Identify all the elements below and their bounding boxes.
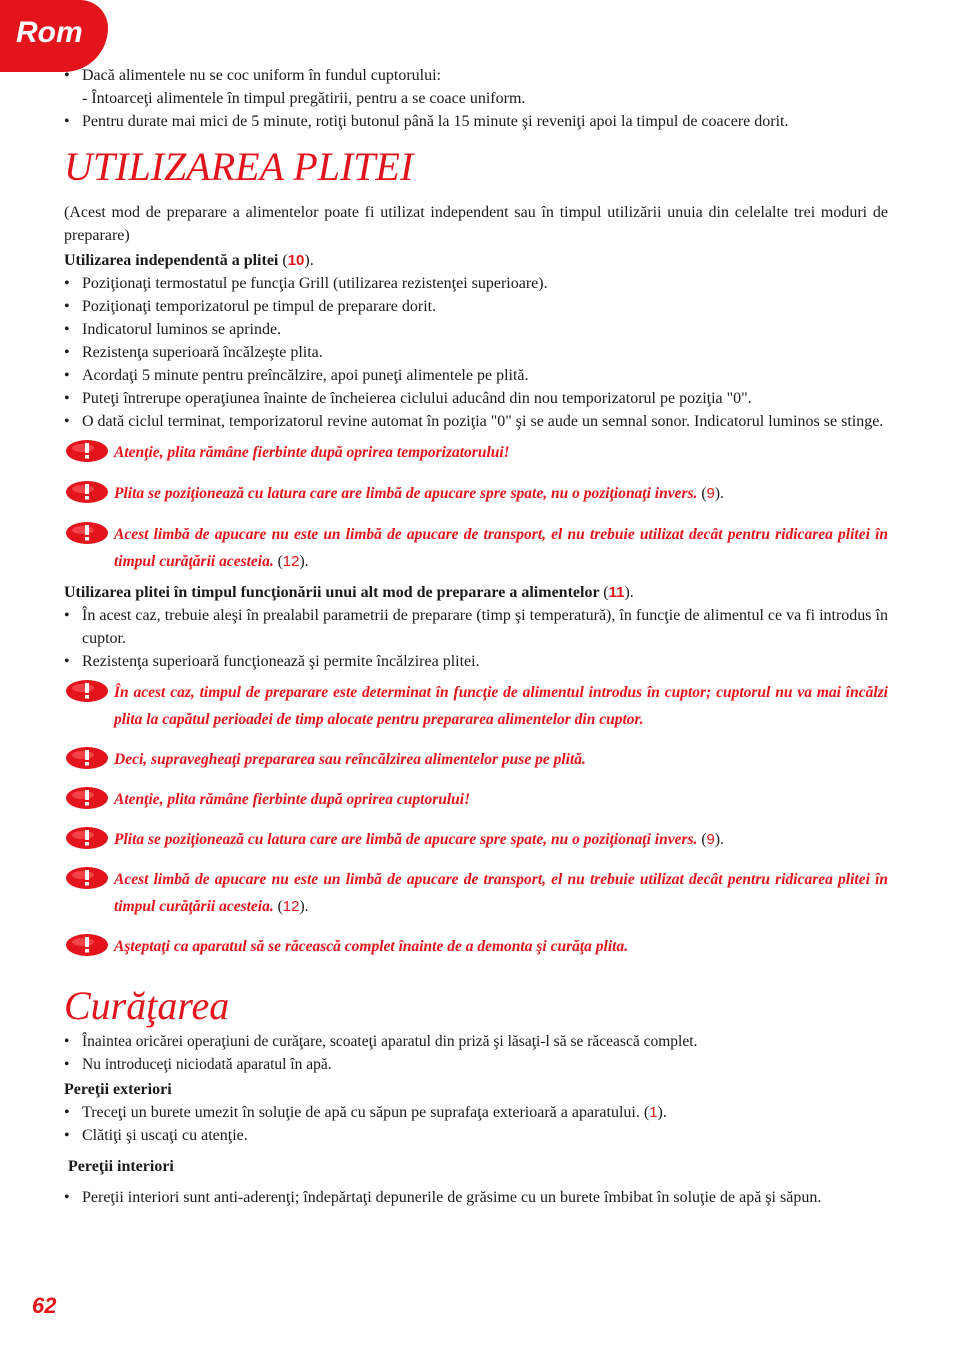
- list-item: • Indicatorul luminos se aprinde.: [64, 318, 888, 341]
- list-item: • Acordaţi 5 minute pentru preîncălzire, apoi puneţi alimentele pe plită.: [64, 364, 888, 387]
- language-tab-label: Rom: [16, 16, 83, 49]
- warning-note: [64, 439, 888, 466]
- list-item: • Pentru durate mai mici de 5 minute, rotiţi butonul până la 15 minute şi reveniţi apoi la timpul de coacere dorit.: [64, 110, 888, 133]
- warning-text: În acest caz, timpul de preparare este determinat în funcţie de alimentul introdus în cuptor; cuptorul nu va mai încălzi plita la capătul perioadei de timp alocate pentru prepararea alimentelor din cuptor.: [114, 684, 888, 728]
- list-item: • Pereţii interiori sunt anti-aderenţi; îndepărtaţi depunerile de grăsime cu un burete îmbibat în soluţie de apă şi săpun.: [64, 1186, 888, 1209]
- list-item: • Clătiţi şi uscaţi cu atenţie.: [64, 1124, 888, 1147]
- warning-note: Acest limbă de apucare nu este un limbă de apucare de transport, el nu trebuie utilizat decât pentru ridicarea plitei în timpul curăţării acesteia. (12).: [64, 866, 888, 920]
- figure-ref: 1: [649, 1104, 658, 1121]
- section-title-curatare: Curăţarea: [64, 983, 230, 1028]
- subsection-title: Utilizarea plitei în timpul funcţionării unui alt mod de preparare a alimentelor (11).: [64, 584, 634, 601]
- figure-ref: 9: [706, 485, 715, 502]
- warning-text: Atenţie, plita rămâne fierbinte după oprirea cuptorului!: [114, 791, 471, 808]
- intro-note: (Acest mod de preparare a alimentelor poate fi utilizat independent sau în timpul utilizării unuia din celelalte trei moduri de preparare): [64, 204, 888, 244]
- warning-note: [64, 933, 888, 960]
- warning-icon: [65, 746, 109, 770]
- warning-icon: [65, 679, 109, 703]
- list-item-text: Treceţi un burete umezit în soluţie de apă cu săpun pe suprafaţa exterioară a aparatului.: [82, 1104, 640, 1121]
- warning-icon: [65, 480, 109, 504]
- list-item: • Poziţionaţi temporizatorul pe timpul de preparare dorit.: [64, 295, 888, 318]
- warning-text: Acest limbă de apucare nu este un limbă de apucare de transport, el nu trebuie utilizat decât pentru ridicarea plitei în timpul curăţării acesteia.: [114, 526, 888, 570]
- figure-ref: 11: [608, 584, 625, 601]
- list-item: • Rezistenţa superioară încălzeşte plita.: [64, 341, 888, 364]
- subsection-title: Pereţii interiori: [68, 1158, 174, 1175]
- list-item: • Rezistenţa superioară funcţionează şi permite încălzirea plitei.: [64, 650, 888, 673]
- warning-text: Plita se poziţionează cu latura care are limbă de apucare spre spate, nu o poziţionaţi invers.: [114, 485, 698, 502]
- warning-text: Plita se poziţionează cu latura care are limbă de apucare spre spate, nu o poziţionaţi invers.: [114, 831, 698, 848]
- warning-note: [64, 786, 888, 813]
- list-item: • Nu introduceţi niciodată aparatul în apă.: [64, 1053, 888, 1076]
- warning-note: [64, 679, 888, 733]
- subsection-title-text: Utilizarea plitei în timpul funcţionării unui alt mod de preparare a alimentelor: [64, 584, 600, 601]
- warning-icon: [65, 933, 109, 957]
- subsection-title: Pereţii exteriori: [64, 1081, 172, 1098]
- warning-text: Aşteptaţi ca aparatul să se răcească complet înainte de a demonta şi curăţa plita.: [114, 938, 629, 955]
- warning-text: Deci, supravegheaţi prepararea sau reîncălzirea alimentelor puse pe plită.: [114, 751, 586, 768]
- warning-note: [64, 746, 888, 773]
- warning-icon: [65, 521, 109, 545]
- figure-ref: 12: [282, 898, 300, 915]
- warning-note: Plita se poziţionează cu latura care are limbă de apucare spre spate, nu o poziţionaţi invers. (9).: [64, 480, 888, 507]
- warning-icon: [65, 439, 109, 463]
- warning-note: Acest limbă de apucare nu este un limbă de apucare de transport, el nu trebuie utilizat decât pentru ridicarea plitei în timpul curăţării acesteia. (12).: [64, 521, 888, 575]
- warning-text: Acest limbă de apucare nu este un limbă de apucare de transport, el nu trebuie utilizat decât pentru ridicarea plitei în timpul curăţării acesteia.: [114, 871, 888, 915]
- figure-ref: 9: [706, 831, 715, 848]
- list-item: • În acest caz, trebuie aleşi în prealabil parametrii de preparare (timp şi temperatură), în funcţie de alimentul ce va fi introdus în cuptor.: [64, 604, 888, 650]
- warning-icon: [65, 826, 109, 850]
- figure-ref: 12: [282, 553, 300, 570]
- subsection-title: Utilizarea independentă a plitei (10).: [64, 252, 314, 269]
- list-item: • Dacă alimentele nu se coc uniform în fundul cuptorului:: [64, 64, 888, 87]
- list-item: • Poziţionaţi termostatul pe funcţia Grill (utilizarea rezistenţei superioare).: [64, 272, 888, 295]
- language-tab: [0, 0, 108, 72]
- warning-text: Atenţie, plita rămâne fierbinte după oprirea temporizatorului!: [114, 444, 510, 461]
- page-content: [64, 64, 888, 1209]
- subsection-title-text: Utilizarea independentă a plitei: [64, 252, 279, 269]
- warning-icon: [65, 866, 109, 890]
- warning-note: Plita se poziţionează cu latura care are limbă de apucare spre spate, nu o poziţionaţi invers. (9).: [64, 826, 888, 853]
- warning-icon: [65, 786, 109, 810]
- page-number: 62: [32, 1293, 57, 1318]
- figure-ref: 10: [287, 252, 305, 269]
- list-item: • O dată ciclul terminat, temporizatorul revine automat în poziţia "0" şi se aude un semnal sonor. Indicatorul luminos se stinge.: [64, 410, 888, 433]
- list-subitem: - Întoarceţi alimentele în timpul pregătirii, pentru a se coace uniform.: [82, 90, 526, 107]
- list-item: • Puteţi întrerupe operaţiunea înainte de încheierea ciclului aducând din nou temporizatorul pe poziţia "0".: [64, 387, 888, 410]
- list-item: • Treceţi un burete umezit în soluţie de apă cu săpun pe suprafaţa exterioară a aparatului. (1).: [64, 1101, 888, 1124]
- section-title-plita: UTILIZAREA PLITEI: [64, 144, 414, 189]
- list-item: • Înaintea oricărei operaţiuni de curăţare, scoateţi aparatul din priză şi lăsaţi-l să se răcească complet.: [64, 1030, 888, 1053]
